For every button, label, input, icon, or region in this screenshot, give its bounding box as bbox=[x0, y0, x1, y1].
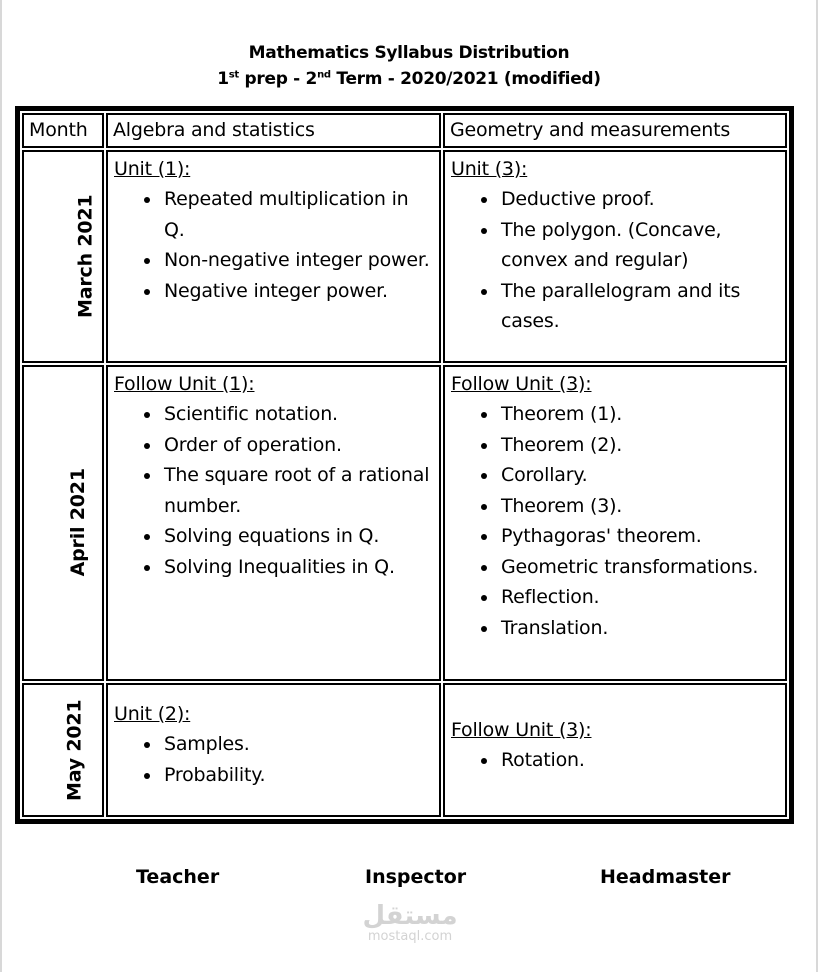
table-row bbox=[22, 150, 787, 363]
topic-item: • The parallelogram and its cases. bbox=[499, 276, 779, 337]
topic-item: • Solving Inequalities in Q. bbox=[162, 552, 433, 583]
topic-item: • Translation. bbox=[499, 613, 779, 644]
signature-inspector: Inspector bbox=[365, 866, 467, 888]
table-row bbox=[22, 365, 787, 681]
topic-item: • Repeated multiplication in Q. bbox=[162, 184, 433, 245]
document-subtitle bbox=[0, 69, 818, 89]
geometry-cell bbox=[443, 150, 787, 363]
topic-item: • Geometric transformations. bbox=[499, 552, 779, 583]
topic-item: • Theorem (3). bbox=[499, 491, 779, 522]
month-label: March 2021 bbox=[74, 194, 97, 318]
topic-item: • Scientific notation. bbox=[162, 399, 433, 430]
topic-list bbox=[114, 184, 433, 306]
month-label: May 2021 bbox=[63, 699, 86, 801]
topic-item: • Probability. bbox=[162, 760, 433, 791]
topic-item: • Deductive proof. bbox=[499, 184, 779, 215]
topic-item: • The square root of a rational number. bbox=[162, 460, 433, 521]
header-geometry: Geometry and measurements bbox=[443, 113, 787, 148]
table-row bbox=[22, 683, 787, 818]
signature-headmaster: Headmaster bbox=[600, 866, 731, 888]
watermark-arabic: مستقل bbox=[362, 901, 458, 931]
signature-teacher: Teacher bbox=[136, 866, 220, 888]
topic-item: • Samples. bbox=[162, 729, 433, 760]
watermark-latin: mostaql.com bbox=[367, 929, 453, 944]
table-header-row bbox=[22, 113, 787, 148]
algebra-cell bbox=[106, 683, 441, 818]
topic-list bbox=[451, 399, 779, 643]
geometry-cell bbox=[443, 683, 787, 818]
watermark-logo bbox=[358, 902, 462, 944]
unit-heading: Unit (1): bbox=[114, 157, 191, 180]
subtitle-sup: st bbox=[228, 69, 239, 81]
month-cell bbox=[22, 150, 104, 363]
topic-list bbox=[451, 745, 779, 776]
unit-heading: Follow Unit (3): bbox=[451, 718, 592, 741]
topic-list bbox=[114, 729, 433, 790]
topic-item: • Theorem (2). bbox=[499, 430, 779, 461]
topic-item: • Order of operation. bbox=[162, 430, 433, 461]
algebra-cell bbox=[106, 150, 441, 363]
month-cell bbox=[22, 365, 104, 681]
unit-heading: Unit (3): bbox=[451, 157, 528, 180]
topic-item: • Theorem (1). bbox=[499, 399, 779, 430]
algebra-cell bbox=[106, 365, 441, 681]
topic-list bbox=[114, 399, 433, 582]
document-title: Mathematics Syllabus Distribution bbox=[248, 43, 570, 63]
header-algebra: Algebra and statistics bbox=[106, 113, 441, 148]
topic-item: • Negative integer power. bbox=[162, 276, 433, 307]
month-label: April 2021 bbox=[66, 468, 89, 577]
topic-item: • Rotation. bbox=[499, 745, 779, 776]
topic-item: • The polygon. (Concave, convex and regular) bbox=[499, 215, 779, 276]
subtitle-text: prep - 2 bbox=[238, 69, 318, 89]
unit-heading: Follow Unit (1): bbox=[114, 372, 255, 395]
topic-item: • Solving equations in Q. bbox=[162, 521, 433, 552]
topic-list bbox=[451, 184, 779, 337]
topic-item: • Pythagoras' theorem. bbox=[499, 521, 779, 552]
topic-item: • Reflection. bbox=[499, 582, 779, 613]
subtitle-sup: nd bbox=[317, 69, 331, 81]
subtitle-text: 1 bbox=[217, 69, 229, 89]
topic-item: • Non-negative integer power. bbox=[162, 245, 433, 276]
subtitle-text: Term - 2020/2021 (modified) bbox=[330, 69, 601, 89]
unit-heading: Follow Unit (3): bbox=[451, 372, 592, 395]
header-month: Month bbox=[22, 113, 104, 148]
month-cell bbox=[22, 683, 104, 818]
unit-heading: Unit (2): bbox=[114, 702, 191, 725]
syllabus-table bbox=[15, 106, 794, 824]
geometry-cell bbox=[443, 365, 787, 681]
topic-item: • Corollary. bbox=[499, 460, 779, 491]
